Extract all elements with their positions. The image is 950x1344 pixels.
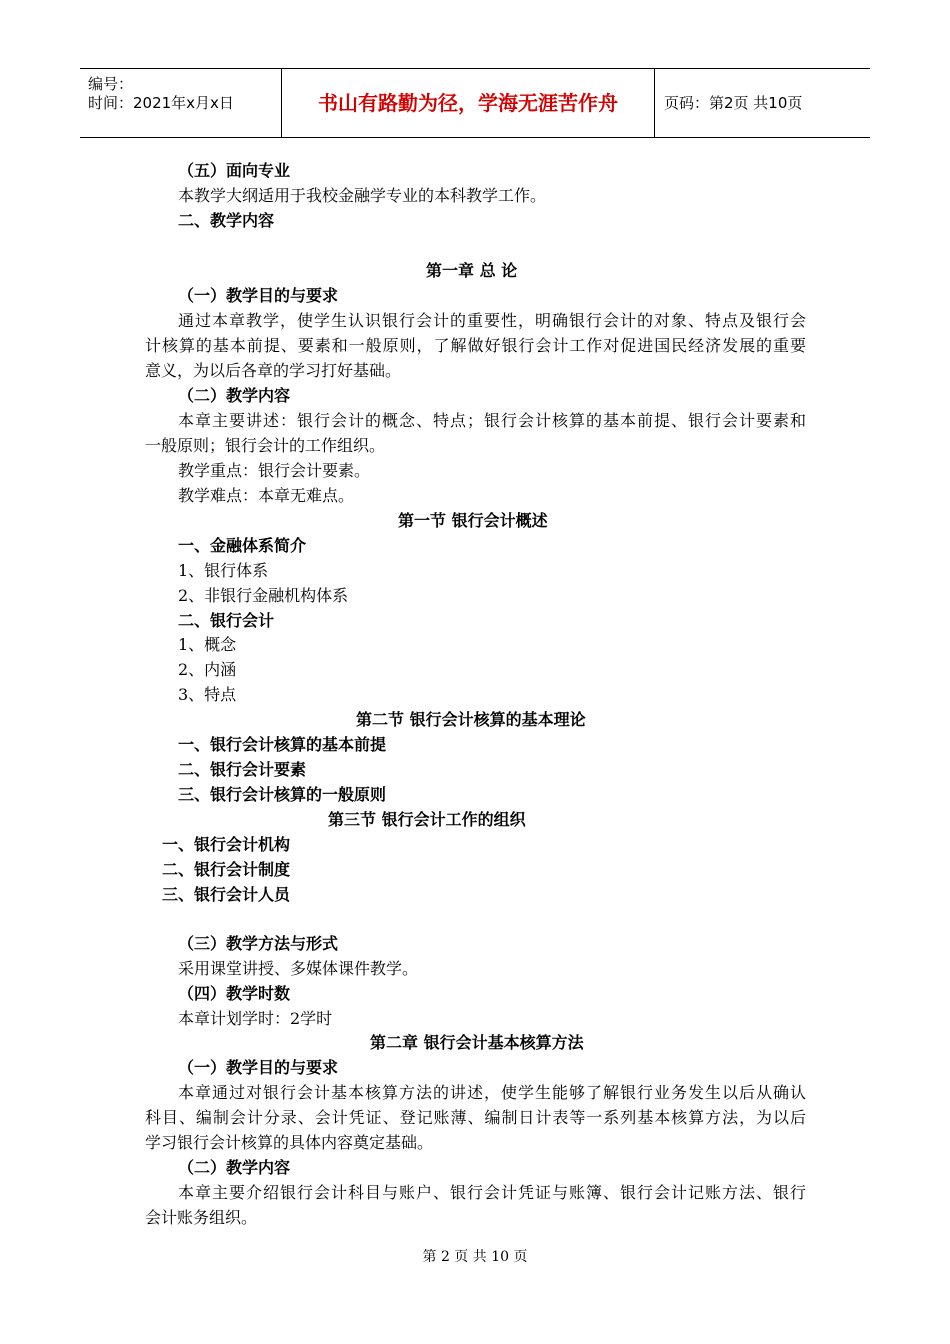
- header-info-cell: [80, 69, 282, 137]
- page-footer: 第 2 页 共 10 页: [422, 1249, 528, 1265]
- list-item: 1、银行体系: [178, 561, 269, 580]
- section-heading: （五）面向专业: [178, 161, 291, 180]
- number-label: 编号：: [88, 75, 134, 93]
- section-title: 第二节 银行会计核算的基本理论: [356, 710, 586, 729]
- paragraph-line: 通过本章教学，使学生认识银行会计的重要性，明确银行会计的对象、特点及银行会: [178, 311, 806, 330]
- chapter-title: 第一章 总 论: [426, 261, 518, 280]
- section-heading: （一）教学目的与要求: [178, 286, 339, 305]
- paragraph-line: 本教学大纲适用于我校金融学专业的本科教学工作。: [178, 186, 547, 205]
- paragraph-line: 本章通过对银行会计基本核算方法的讲述，使学生能够了解银行业务发生以后从确认: [178, 1083, 806, 1102]
- list-item: 2、内涵: [178, 660, 237, 679]
- paragraph-line: 教学难点：本章无难点。: [178, 486, 355, 505]
- date-label: 时间：2021年x月x日: [88, 94, 234, 112]
- list-item: 1、概念: [178, 635, 237, 654]
- paragraph-line: 一般原则；银行会计的工作组织。: [145, 436, 386, 455]
- list-item: 2、非银行金融机构体系: [178, 586, 349, 605]
- paragraph-line: 本章主要讲述：银行会计的概念、特点；银行会计核算的基本前提、银行会计要素和: [178, 411, 806, 430]
- section-title: 第三节 银行会计工作的组织: [328, 810, 526, 829]
- paragraph-line: 采用课堂讲授、多媒体课件教学。: [178, 959, 419, 978]
- section-heading: 二、银行会计要素: [178, 760, 307, 779]
- paragraph-line: 教学重点：银行会计要素。: [178, 461, 371, 480]
- page-label: 页码：第2页 共10页: [664, 94, 803, 112]
- section-heading: 二、银行会计制度: [162, 860, 291, 879]
- section-heading: （一）教学目的与要求: [178, 1058, 339, 1077]
- section-heading: （三）教学方法与形式: [178, 934, 339, 953]
- section-heading: 二、教学内容: [178, 211, 275, 230]
- section-heading: （二）教学内容: [178, 386, 291, 405]
- paragraph-line: 本章主要介绍银行会计科目与账户、银行会计凭证与账簿、银行会计记账方法、银行: [178, 1183, 806, 1202]
- section-heading: 一、金融体系简介: [178, 536, 307, 555]
- list-item: 3、特点: [178, 685, 237, 704]
- section-heading: （四）教学时数: [178, 984, 291, 1003]
- paragraph-line: 学习银行会计核算的具体内容奠定基础。: [145, 1133, 434, 1152]
- section-title: 第一节 银行会计概述: [398, 511, 548, 530]
- section-heading: （二）教学内容: [178, 1158, 291, 1177]
- paragraph-line: 科目、编制会计分录、会计凭证、登记账薄、编制日计表等一系列基本核算方法，为以后: [145, 1108, 806, 1127]
- section-heading: 三、银行会计人员: [162, 885, 291, 904]
- section-heading: 二、银行会计: [178, 611, 275, 630]
- paragraph-line: 本章计划学时：2学时: [178, 1009, 333, 1028]
- paragraph-line: 意义，为以后各章的学习打好基础。: [145, 361, 402, 380]
- section-heading: 一、银行会计核算的基本前提: [178, 735, 387, 754]
- motto: 书山有路勤为径，学海无涯苦作舟: [282, 69, 655, 137]
- section-heading: 一、银行会计机构: [162, 835, 291, 854]
- chapter-title: 第二章 银行会计基本核算方法: [370, 1033, 584, 1052]
- page-header: [80, 68, 870, 138]
- section-heading: 三、银行会计核算的一般原则: [178, 785, 387, 804]
- paragraph-line: 会计账务组织。: [145, 1208, 258, 1227]
- paragraph-line: 计核算的基本前提、要素和一般原则，了解做好银行会计工作对促进国民经济发展的重要: [145, 336, 806, 355]
